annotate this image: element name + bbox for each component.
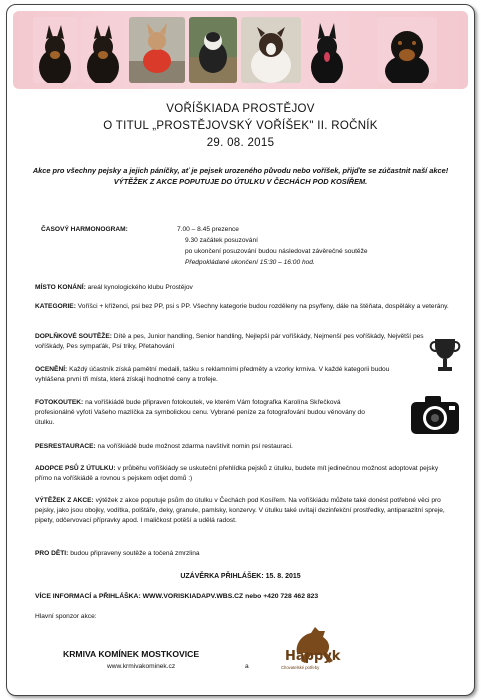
pesrestaurace-text: na voříškiádě bude možnost zdarma navštívit nomin psí restauraci. [97, 443, 293, 450]
harmonogram-line-2: 9.30 začátek posuzování [185, 237, 258, 244]
kategorie-text: Voříšci + kříženci, psi bez PP, psi s PP. Všechny kategorie budou rozděleny na psy/feny, dále na štěňata, dospěláky a veterány. [77, 303, 449, 310]
doplnkove-label: DOPLŇKOVÉ SOUTĚŽE: [35, 333, 112, 340]
event-title: VOŘÍŠKIADA PROSTĚJOV [166, 103, 315, 115]
section-pesrestaurace [35, 442, 455, 452]
fotokoutek-text: na voříškiádě bude připraven fotokoutek, ve kterém Vám fotografka Karolína Skřečková profesionálně vyfotí Vašeho mazlíčka za symbolickou cenu. Vybrané peníze za fotografování budou věnovány do útulku. [35, 399, 365, 426]
uzaverka: UZÁVĚRKA PŘIHLÁŠEK: 15. 8. 2015 [180, 573, 301, 580]
event-date: 29. 08. 2015 [206, 137, 275, 149]
intro-text: Akce pro všechny pejsky a jejich páníčky, ať je pejsek urozeného původu nebo voříšek, přijďte se zúčastnit naší akce! VÝTĚŽEK Z AKCE POPUTUJE DO ÚTULKU V ČECHÁCH POD KOSÍŘEM. [32, 166, 449, 186]
sponzor-name: KRMIVA KOMÍNEK MOSTKOVICE [63, 649, 200, 659]
harmonogram-line-1: 7.00 – 8.45 prezence [177, 226, 239, 233]
dog-photo-5 [241, 17, 301, 83]
happyk-logo-text: Happyk [285, 649, 341, 664]
section-oceneni [35, 365, 395, 385]
kategorie-label: KATEGORIE: [35, 303, 76, 310]
poster-frame [6, 4, 475, 696]
happyk-logo-subtitle: Chovatelské potřeby [281, 665, 320, 670]
dog-photo-6 [305, 17, 349, 83]
dog-photo-3 [129, 17, 185, 83]
photo-banner [13, 11, 468, 89]
doplnkove-text: Dítě a pes, Junior handling, Senior handling, Nejlepší pár voříškády, Nejmenší pes voříškády, Největší pes voříškády, Pes sympaťák, Psí triky, Přetahování [35, 333, 424, 350]
dog-photo-2 [81, 17, 125, 83]
sponzor-and: a [245, 663, 249, 670]
section-misto [35, 283, 455, 293]
misto-label: MÍSTO KONÁNÍ: [35, 284, 86, 291]
harmonogram-line-3: po ukončení posuzování budou následovat závěrečné soutěže [185, 248, 368, 255]
dog-photo-7 [377, 17, 437, 83]
event-subtitle: O TITUL „PROSTĚJOVSKÝ VOŘÍŠEK" II. ROČNÍK [103, 120, 378, 132]
adopce-text: v průběhu voříškiády se uskuteční přehlídka pejsků z útulku, budete mít jedinečnou možnost adoptovat pejsky přímo na voříškiádě a rovnou s pejskem odjet domů :) [35, 465, 439, 482]
pro-deti-label: PRO DĚTI: [35, 550, 69, 557]
section-doplnkove [35, 332, 435, 352]
misto-text: areál kynologického klubu Prostějov [87, 284, 193, 291]
pro-deti-text: budou připraveny soutěže a točená zmrzlina [70, 550, 200, 557]
happyk-logo [279, 617, 345, 673]
dog-photo-4 [189, 17, 237, 83]
pesrestaurace-label: PESRESTAURACE: [35, 443, 96, 450]
sponzor-label: Hlavní sponzor akce: [35, 613, 97, 620]
trophy-icon [429, 335, 461, 375]
section-vytezek [35, 496, 455, 526]
section-kategorie [35, 302, 455, 312]
camera-icon [407, 390, 463, 438]
harmonogram-label: ČASOVÝ HARMONOGRAM: [41, 226, 128, 233]
section-pro-deti [35, 549, 455, 559]
section-adopce [35, 464, 455, 484]
section-fotokoutek [35, 398, 380, 428]
more-info: VÍCE INFORMACÍ a PŘIHLÁŠKA: WWW.VORISKIADAPV.WBS.CZ nebo +420 728 462 823 [35, 593, 319, 600]
dog-photo-1 [33, 17, 77, 83]
vytezek-text: výtěžek z akce poputuje psům do útulku v Čechách pod Kosířem. Na voříškiádu můžete také donést potřebné věci pro pejsky, jako jsou obojky, vodítka, polštáře, deky, granule, pamlsky, konzervy. V útulku také uvítají dezinfekční prostředky, antiparazitní spreje, pipety, odčervovací přípravky apod. I maličkost potěší a udělá radost. [35, 497, 445, 524]
sponzor-web: www.krmivakominek.cz [107, 663, 176, 670]
oceneni-label: OCENĚNÍ: [35, 366, 68, 373]
harmonogram-line-4: Předpokládané ukončení 15:30 – 16:00 hod. [185, 259, 315, 266]
fotokoutek-label: FOTOKOUTEK: [35, 399, 84, 406]
oceneni-text: Každý účastník získá pamětní medaili, tašku s reklamními předměty a vzorky krmiva. V každé kategorii budou vyhlášena první tři místa, která získají hodnotné ceny a trofeje. [35, 366, 390, 383]
vytezek-label: VÝTĚŽEK Z AKCE: [35, 497, 94, 504]
adopce-label: ADOPCE PSŮ Z ÚTULKU: [35, 465, 116, 472]
